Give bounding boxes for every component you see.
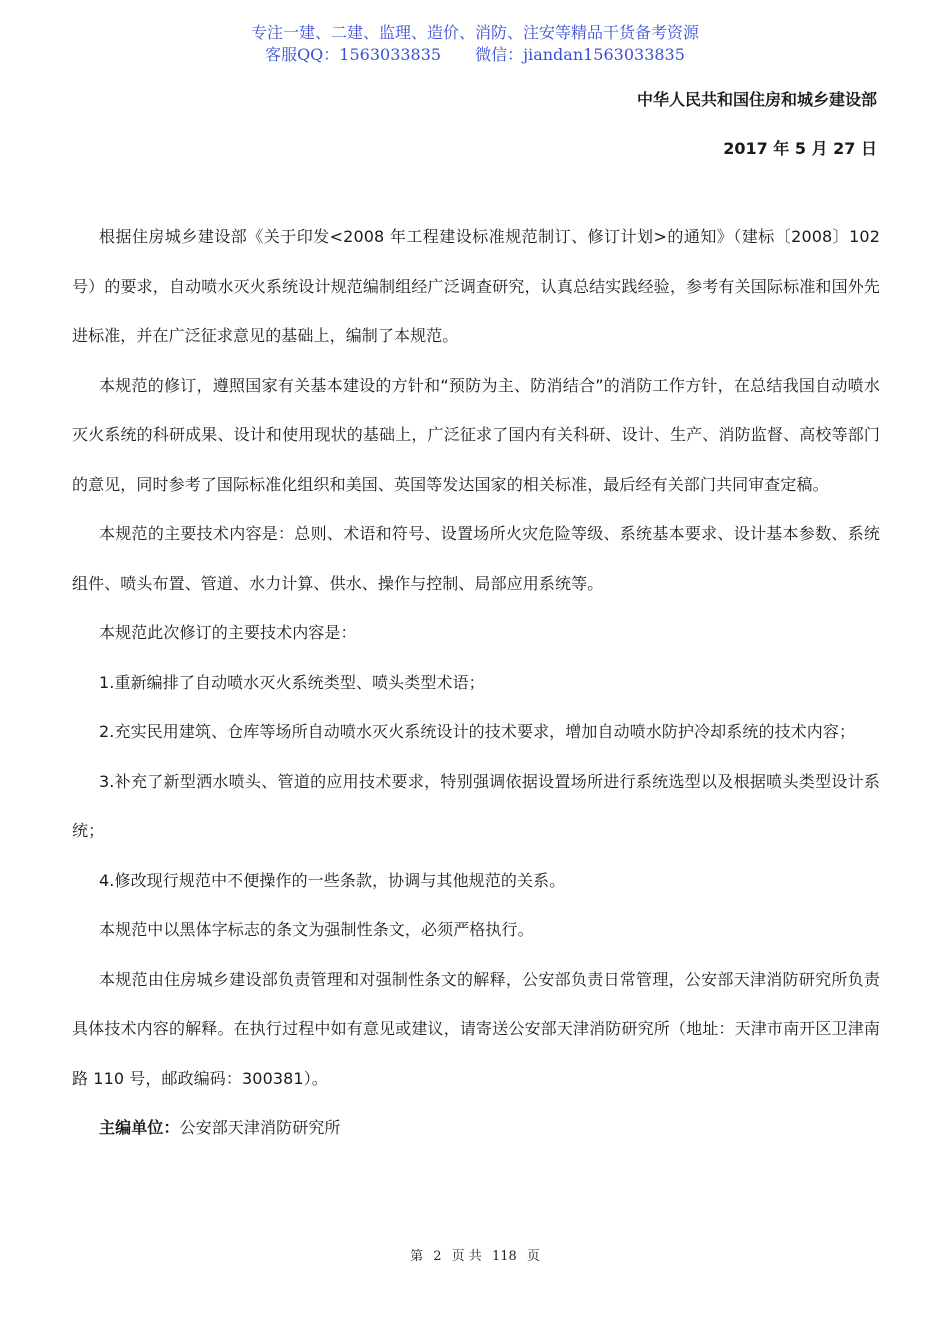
- paragraph: 根据住房城乡建设部《关于印发<2008 年工程建设标准规范制订、修订计划>的通知》（建标〔2008〕102 号）的要求，自动喷水灭火系统设计规范编制组经广泛调查研究，认真总结实践经验，参考有关国际标准和国外先进标准，并在广泛征求意见的基础上，编制了本规范。: [72, 227, 880, 345]
- issue-date: 2017 年 5 月 27 日: [723, 139, 877, 158]
- list-item: 2.充实民用建筑、仓库等场所自动喷水灭火系统设计的技术要求，增加自动喷水防护冷却系统的技术内容；: [99, 722, 856, 741]
- paragraph: 本规范中以黑体字标志的条文为强制性条文，必须严格执行。: [99, 920, 534, 939]
- watermark-header: [0, 22, 950, 66]
- chief-editor: [72, 1103, 880, 1153]
- footer-prefix: 第: [410, 1249, 424, 1264]
- watermark-qq: 客服QQ：1563033835: [265, 45, 442, 64]
- footer-page-number: 2: [433, 1249, 442, 1264]
- watermark-line-2: [0, 44, 950, 66]
- list-item: 1.重新编排了自动喷水灭火系统类型、喷头类型术语；: [99, 672, 485, 692]
- paragraph: 本规范的主要技术内容是：总则、术语和符号、设置场所火灾危险等级、系统基本要求、设计基本参数、系统组件、喷头布置、管道、水力计算、供水、操作与控制、局部应用系统等。: [72, 524, 880, 593]
- list-item: 3.补充了新型洒水喷头、管道的应用技术要求，特别强调依据设置场所进行系统选型以及根据喷头类型设计系统；: [72, 771, 880, 840]
- page-footer: [0, 1245, 950, 1264]
- paragraph: 本规范的修订，遵照国家有关基本建设的方针和“预防为主、防消结合”的消防工作方针，在总结我国自动喷水灭火系统的科研成果、设计和使用现状的基础上，广泛征求了国内有关科研、设计、生产、消防监督、高校等部门的意见，同时参考了国际标准化组织和美国、英国等发达国家的相关标准，最后经有关部门共同审查定稿。: [72, 375, 880, 494]
- document-body: [72, 212, 880, 1153]
- watermark-wechat: 微信：jiandan1563033835: [475, 45, 685, 64]
- issuer: 中华人民共和国住房和城乡建设部: [636, 90, 877, 109]
- footer-total-pages: 118: [491, 1249, 517, 1264]
- chief-editor-label: 主编单位：: [99, 1118, 180, 1137]
- chief-editor-value: 公安部天津消防研究所: [179, 1118, 341, 1137]
- watermark-line-1: 专注一建、二建、监理、造价、消防、注安等精品干货备考资源: [250, 23, 699, 42]
- footer-suffix: 页: [526, 1249, 540, 1264]
- paragraph: 本规范由住房城乡建设部负责管理和对强制性条文的解释，公安部负责日常管理，公安部天津消防研究所负责具体技术内容的解释。在执行过程中如有意见或建议，请寄送公安部天津消防研究所（地址：天津市南开区卫津南路 110 号，邮政编码：300381）。: [72, 969, 880, 1088]
- list-item: 4.修改现行规范中不便操作的一些条款，协调与其他规范的关系。: [99, 870, 566, 890]
- paragraph: 本规范此次修订的主要技术内容是：: [99, 623, 357, 642]
- footer-mid: 页 共: [451, 1249, 482, 1264]
